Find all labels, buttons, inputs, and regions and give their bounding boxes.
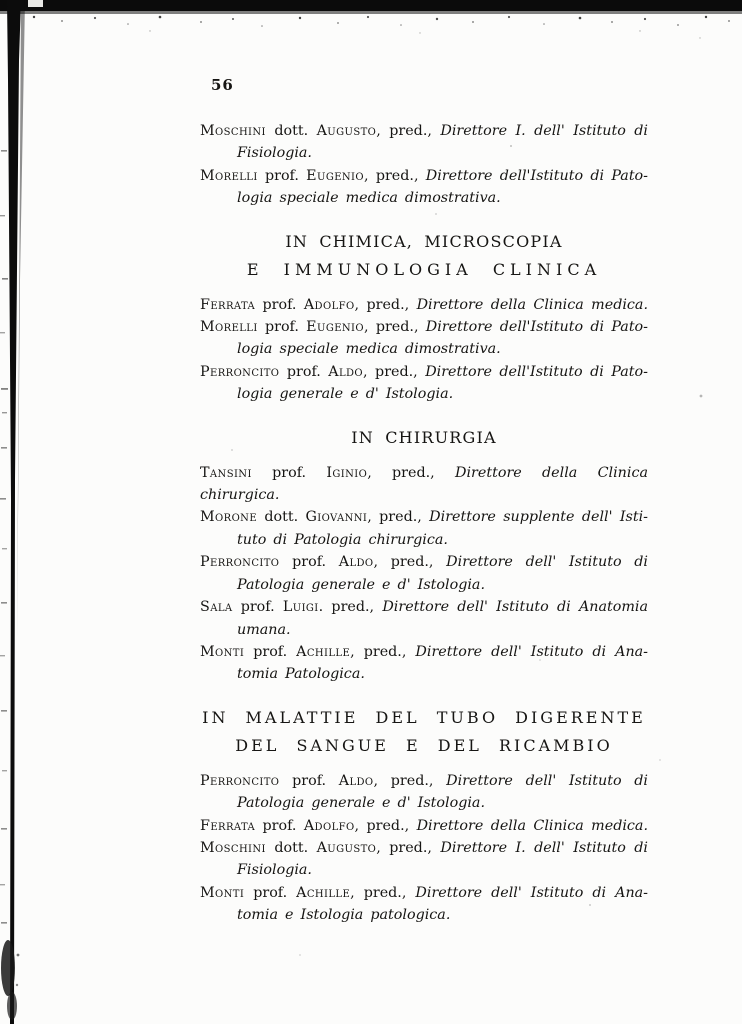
title-abbrev: prof.	[279, 772, 339, 789]
role-start: Direttore dell'Istituto di Pato-	[425, 167, 648, 184]
first-name: Augusto	[316, 123, 377, 139]
first-name: Eugenio	[306, 319, 365, 336]
role-continuation: Patologia generale e d' Istologia.	[237, 795, 485, 812]
first-name: Aldo	[338, 554, 374, 571]
role-start: Direttore dell' Istituto di	[446, 772, 648, 789]
role-continuation: Fisiologia.	[237, 862, 312, 879]
title-abbrev: prof.	[279, 363, 329, 380]
role-continuation: Patologia generale e d' Istologia.	[237, 576, 485, 593]
directory-entry	[200, 506, 648, 551]
role-continuation: logia generale e d' Istologia.	[237, 386, 454, 403]
pred-label: , pred.,	[364, 319, 426, 336]
first-name: Luigi	[282, 599, 319, 616]
surname: Perroncito	[200, 554, 280, 571]
role-continuation: logia speciale medica dimostrativa.	[237, 341, 501, 358]
section-continuation	[200, 120, 648, 210]
title-abbrev: prof.	[251, 464, 327, 481]
surname: Perroncito	[200, 772, 280, 789]
top-scan-band	[0, 0, 742, 11]
pred-label: , pred.,	[350, 884, 416, 901]
title-abbrev: dott.	[265, 839, 317, 856]
directory-entry	[200, 120, 648, 165]
surname: Moschini	[200, 839, 266, 856]
title-abbrev: prof.	[244, 884, 297, 901]
role-continuation: umana.	[237, 621, 291, 638]
section-chirurgia	[200, 424, 648, 686]
role-start: Direttore della Clinica chirurgica.	[200, 464, 648, 504]
first-name: Achille	[296, 643, 351, 660]
surname: Ferrata	[200, 296, 256, 313]
section-heading	[200, 704, 648, 760]
pred-label: , pred.,	[354, 817, 417, 834]
section-heading	[200, 228, 648, 284]
section-malattie-tubo-digerente	[200, 704, 648, 927]
role-start: Direttore della Clinica medica.	[416, 296, 648, 313]
pred-label: , pred.,	[350, 643, 416, 660]
first-name: Aldo	[338, 772, 374, 789]
directory-entry	[200, 596, 648, 641]
pred-label: , pred.,	[367, 509, 430, 526]
directory-entry	[200, 641, 648, 686]
directory-entry	[200, 165, 648, 210]
role-continuation: tomia e Istologia patologica.	[237, 907, 451, 924]
surname: Tansini	[200, 464, 252, 481]
title-abbrev: dott.	[257, 509, 306, 526]
surname: Morelli	[200, 167, 258, 184]
surname: Ferrata	[200, 817, 256, 834]
role-start: Direttore dell'Istituto di Pato-	[425, 319, 648, 336]
surname: Monti	[200, 884, 245, 901]
heading-line: IN CHIRURGIA	[351, 427, 497, 447]
directory-entry	[200, 462, 648, 507]
pred-label: , pred.,	[373, 772, 447, 789]
role-continuation: tomia Patologica.	[237, 666, 365, 683]
title-abbrev: prof.	[257, 167, 307, 184]
heading-line: IN MALATTIE DEL TUBO DIGERENTE	[202, 707, 646, 727]
page-number: 56	[211, 76, 234, 94]
title-abbrev: prof.	[244, 643, 297, 660]
scan-noise	[33, 16, 730, 39]
pred-label: , pred.,	[367, 464, 456, 481]
title-abbrev: prof.	[257, 319, 307, 336]
role-start: Direttore dell' Istituto di Ana-	[415, 884, 649, 901]
surname: Monti	[200, 643, 245, 660]
role-start: Direttore dell' Istituto di	[446, 554, 648, 571]
pred-label: , pred.,	[354, 296, 417, 313]
role-start: Direttore dell'Istituto di Pato-	[425, 363, 648, 380]
pred-label: , pred.,	[373, 554, 447, 571]
role-start: Direttore dell' Istituto di Ana-	[415, 643, 649, 660]
section-heading	[200, 424, 648, 452]
title-abbrev: dott.	[265, 123, 317, 139]
role-start: Direttore I. dell' Istituto di	[440, 839, 648, 856]
section-chimica-microscopia	[200, 228, 648, 406]
directory-entry	[200, 882, 648, 927]
surname: Sala	[200, 599, 233, 616]
directory-entry	[200, 551, 648, 596]
directory-entry	[200, 815, 648, 837]
bottom-left-blob	[1, 940, 19, 1020]
title-abbrev: prof.	[255, 817, 304, 834]
directory-entry	[200, 361, 648, 406]
role-start: Direttore supplente dell' Isti-	[429, 509, 648, 526]
pred-label: , pred.,	[376, 123, 441, 139]
role-start: Direttore dell' Istituto di Anatomia	[382, 599, 648, 616]
title-abbrev: prof.	[279, 554, 339, 571]
title-abbrev: prof.	[232, 599, 283, 616]
first-name: Giovanni	[305, 509, 368, 526]
title-abbrev: prof.	[255, 296, 304, 313]
heading-line: E IMMUNOLOGIA CLINICA	[246, 259, 602, 279]
surname: Perroncito	[200, 363, 280, 380]
pred-label: , pred.,	[376, 839, 441, 856]
first-name: Iginio	[326, 464, 368, 481]
role-continuation: tuto di Patologia chirurgica.	[237, 531, 448, 548]
directory-entry	[200, 837, 648, 882]
pred-label: . pred.,	[318, 599, 383, 616]
binding-edge	[7, 0, 21, 1024]
surname: Moschini	[200, 123, 266, 139]
heading-line: IN CHIMICA, MICROSCOPIA	[285, 231, 563, 251]
directory-entry	[200, 294, 648, 316]
first-name: Aldo	[328, 363, 364, 380]
surname: Morone	[200, 509, 258, 526]
role-continuation: Fisiologia.	[237, 145, 312, 162]
left-margin-ticks	[0, 150, 8, 924]
first-name: Achille	[296, 884, 351, 901]
first-name: Adolfo	[303, 296, 355, 313]
surname: Morelli	[200, 319, 258, 336]
first-name: Eugenio	[306, 167, 365, 184]
first-name: Augusto	[316, 839, 377, 856]
role-continuation: logia speciale medica dimostrativa.	[237, 190, 501, 207]
pred-label: , pred.,	[363, 363, 426, 380]
directory-entry	[200, 316, 648, 361]
pred-label: , pred.,	[364, 167, 426, 184]
directory-entry	[200, 770, 648, 815]
heading-line: DEL SANGUE E DEL RICAMBIO	[235, 735, 613, 755]
role-start: Direttore I. dell' Istituto di	[440, 123, 648, 139]
text-column	[200, 120, 648, 927]
first-name: Adolfo	[303, 817, 355, 834]
role-start: Direttore della Clinica medica.	[416, 817, 648, 834]
